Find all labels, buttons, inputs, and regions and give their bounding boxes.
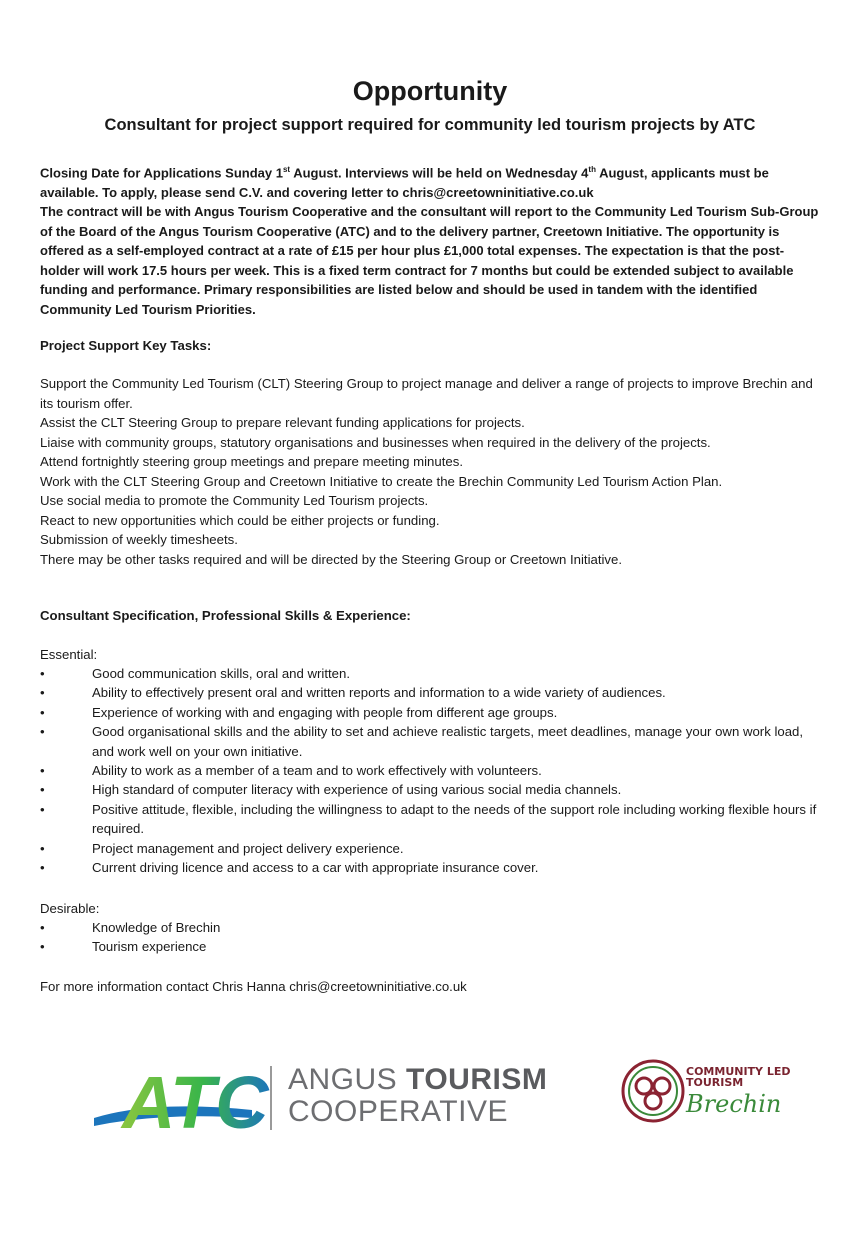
list-item [40, 703, 820, 722]
list-item-text: Good communication skills, oral and written. [92, 666, 350, 681]
bullet-icon: • [40, 666, 45, 681]
list-item-text: Positive attitude, flexible, including the willingness to adapt to the needs of the support role including working flexible hours if required. [92, 801, 817, 837]
list-item-text: Good organisational skills and the ability to set and achieve realistic targets, meet deadlines, manage your own work load, and work well on your own initiative. [92, 724, 804, 759]
task-item: Liaise with community groups, statutory organisations and businesses when required in the delivery of the projects. [40, 434, 711, 450]
interview-text: August. Interviews will be held on Wednesday 4 [290, 165, 589, 181]
contract-paragraph: The contract will be with Angus Tourism Cooperative and the consultant will report to the Community Led Tourism Sub-Group of the Board of the Angus Tourism Cooperative (ATC) and to the delivery partner, Creetown Initiative. The opportunity is offered as a self-employed contract at a rate of £15 per hour plus £1,000 total expenses. The expectation is that the post-holder will work 17.5 hours per week. This is a fixed term contract for 7 months but could be extended subject to available funding and performance. Primary responsibilities are listed below and should be used in tandem with the identified Community Led Tourism Priorities. [40, 204, 819, 317]
list-item [40, 780, 820, 799]
bullet-icon: • [40, 763, 45, 779]
spec-heading: Consultant Specification, Professional Skills & Experience: [40, 608, 411, 623]
clt-title-line1: COMMUNITY LED [686, 1065, 791, 1078]
ordinal-suffix: st [282, 165, 291, 174]
essential-list [40, 664, 820, 877]
essential-label: Essential: [40, 647, 98, 662]
bullet-icon: • [40, 939, 45, 955]
task-item: Assist the CLT Steering Group to prepare relevant funding applications for projects. [40, 415, 525, 430]
page-title: Opportunity [352, 76, 508, 106]
list-item-text: Experience of working with and engaging with people from different age groups. [92, 704, 558, 720]
contact-line: For more information contact Chris Hanna chris@creetowninitiative.co.uk [40, 979, 467, 994]
list-item-text: Ability to work as a member of a team and to work effectively with volunteers. [92, 763, 542, 779]
atc-name-bold: TOURISM [406, 1063, 548, 1096]
list-item-text: Tourism experience [92, 939, 207, 955]
closing-date-paragraph [40, 160, 820, 202]
list-item [40, 937, 820, 956]
task-item: Submission of weekly timesheets. [40, 532, 238, 547]
clt-title-line2: TOURISM [686, 1076, 744, 1089]
bullet-icon: • [40, 685, 45, 701]
task-item: Use social media to promote the Community Led Tourism projects. [40, 493, 429, 508]
list-item-text: Project management and project delivery experience. [92, 840, 404, 856]
atc-name-light: ANGUS [288, 1063, 407, 1096]
task-item: Work with the CLT Steering Group and Creetown Initiative to create the Brechin Community Led Tourism Action Plan. [40, 473, 723, 489]
apply-text: August, applicants must be available. To apply, please send C.V. and covering letter to chris@creetowninitiative.co.uk [40, 165, 769, 200]
tasks-list [40, 374, 820, 569]
task-item: Attend fortnightly steering group meetings and prepare meeting minutes. [40, 454, 463, 469]
bullet-icon: • [40, 724, 45, 740]
list-item [40, 683, 820, 702]
logo-divider [270, 1066, 272, 1130]
desirable-list [40, 918, 820, 957]
bullet-icon: • [40, 782, 45, 798]
list-item [40, 664, 820, 683]
clt-brand: Brechin [686, 1090, 782, 1118]
list-item [40, 839, 820, 858]
atc-name-line2: COOPERATIVE [288, 1095, 508, 1128]
bullet-icon: • [40, 704, 45, 720]
task-item: There may be other tasks required and will be directed by the Steering Group or Creetown Initiative. [40, 551, 623, 567]
list-item-text: Knowledge of Brechin [92, 920, 221, 935]
list-item [40, 858, 820, 877]
tasks-heading: Project Support Key Tasks: [40, 338, 212, 353]
atc-name [288, 1064, 547, 1128]
desirable-label: Desirable: [40, 901, 100, 916]
task-item: Support the Community Led Tourism (CLT) Steering Group to project manage and deliver a range of projects to improve Brechin and its tourism offer. [40, 376, 813, 411]
page-subtitle: Consultant for project support required for community led tourism projects by ATC [104, 116, 756, 134]
list-item [40, 800, 820, 839]
bullet-icon: • [40, 860, 45, 876]
list-item [40, 761, 820, 780]
bullet-icon: • [40, 920, 45, 935]
intro-block [40, 160, 820, 319]
bullet-icon: • [40, 840, 45, 856]
atc-mark: ATC [122, 1061, 269, 1140]
list-item-text: Current driving licence and access to a car with appropriate insurance cover. [92, 860, 539, 876]
task-item: React to new opportunities which could be either projects or funding. [40, 512, 440, 528]
list-item [40, 722, 820, 761]
clt-title [686, 1066, 791, 1088]
list-item-text: Ability to effectively present oral and written reports and information to a wide variety of audiences. [92, 685, 666, 701]
list-item-text: High standard of computer literacy with experience of using various social media channels. [92, 782, 622, 798]
list-item [40, 918, 820, 937]
closing-date-text: Closing Date for Applications Sunday 1 [40, 165, 283, 181]
ordinal-suffix: th [588, 165, 596, 174]
bullet-icon: • [40, 801, 45, 817]
